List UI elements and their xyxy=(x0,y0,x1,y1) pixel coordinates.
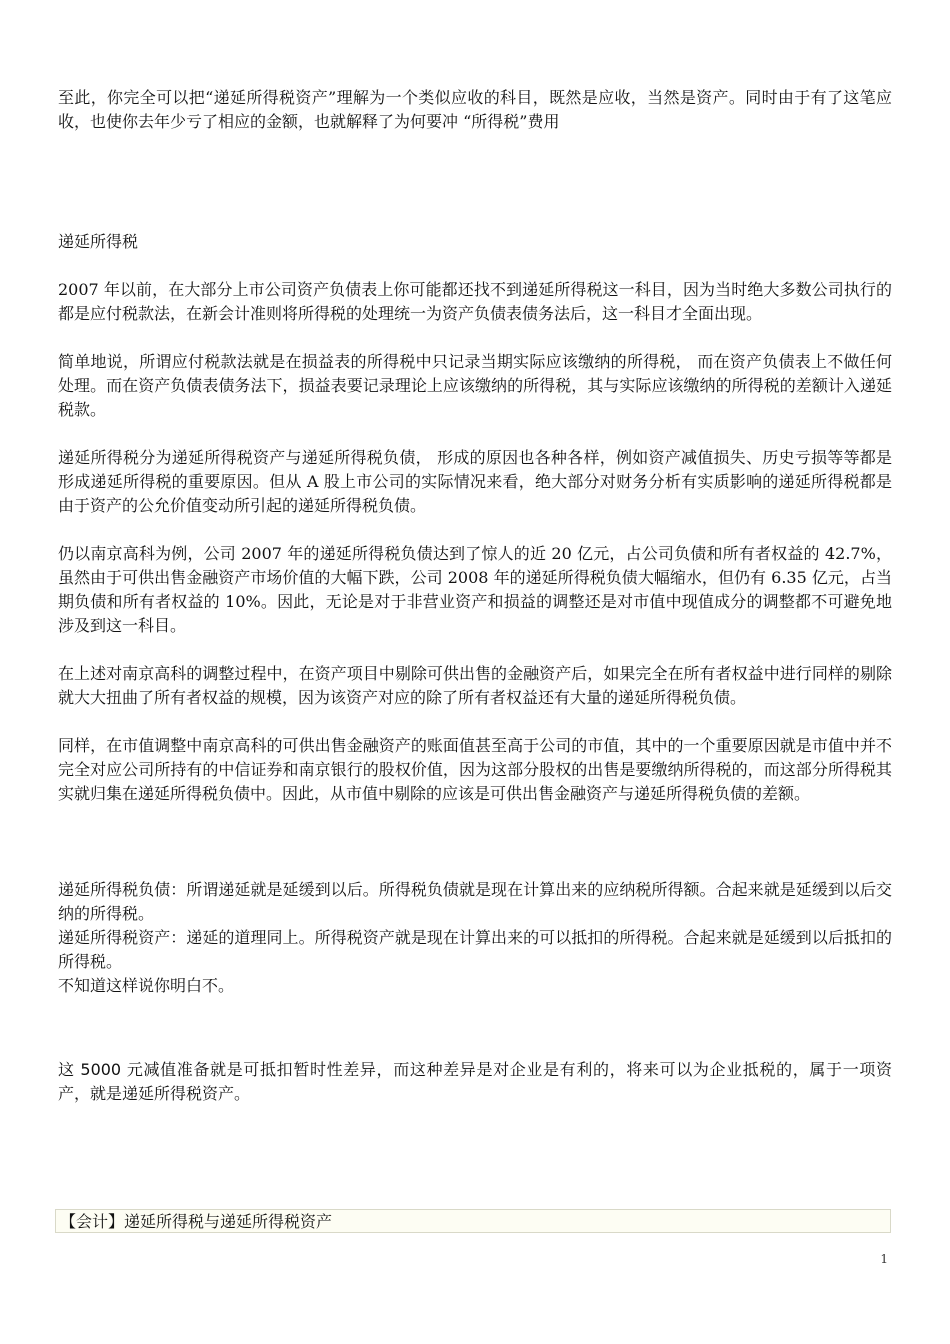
paragraph-asset-definition: 递延所得税资产：递延的道理同上。所得税资产就是现在计算出来的可以抵扣的所得税。合起来就是延缓到以后抵扣的所得税。 xyxy=(58,928,892,971)
paragraph-example: 仍以南京高科为例，公司 2007 年的递延所得税负债达到了惊人的近 20 亿元，占公司负债和所有者权益的 42.7%，虽然由于可供出售金融资产市场价值的大幅下跌，公司 2008 年的递延所得税负债大幅缩水，但仍有 6.35 亿元，占当期负债和所有者权益的 10%。因此，无论是对于非营业资产和损益的调整还是对市值中现值成分的调整都不可避免地涉及到这一科目。 xyxy=(58,544,892,635)
paragraph-history: 2007 年以前，在大部分上市公司资产负债表上你可能都还找不到递延所得税这一科目，因为当时绝大多数公司执行的都是应付税款法，在新会计准则将所得税的处理统一为资产负债表债务法后，这一科目才全面出现。 xyxy=(58,280,892,323)
paragraph-impairment xyxy=(58,1058,892,1106)
paragraph-intro: 至此，你完全可以把“递延所得税资产”理解为一个类似应收的科目，既然是应收，当然是资产。同时由于有了这笔应收，也使你去年少亏了相应的金额，也就解释了为何要冲 “所得税”费用 xyxy=(58,88,892,131)
paragraph-market-value: 同样，在市值调整中南京高科的可供出售金融资产的账面值甚至高于公司的市值，其中的一个重要原因就是市值中并不完全对应公司所持有的中信证券和南京银行的股权价值，因为这部分股权的出售是要缴纳所得税的，而这部分所得税其实就归集在递延所得税负债中。因此，从市值中剔除的应该是可供出售金融资产与递延所得税负债的差额。 xyxy=(58,736,892,803)
paragraph-method: 简单地说，所谓应付税款法就是在损益表的所得税中只记录当期实际应该缴纳的所得税， 而在资产负债表上不做任何处理。而在资产负债表债务法下，损益表要记录理论上应该缴纳的所得税，其与实际应该缴纳的所得税的差额计入递延税款。 xyxy=(58,352,892,419)
footer-title: 【会计】递延所得税与递延所得税资产 xyxy=(60,1212,333,1231)
footer-title-bar xyxy=(55,1209,891,1233)
impairment-amount: 5000 xyxy=(80,1060,122,1079)
paragraph-closing-question: 不知道这样说你明白不。 xyxy=(58,976,235,995)
paragraph-adjustment: 在上述对南京高科的调整过程中，在资产项目中剔除可供出售的金融资产后，如果完全在所有者权益中进行同样的剔除就大大扭曲了所有者权益的规模，因为该资产对应的除了所有者权益还有大量的递延所得税负债。 xyxy=(58,664,892,707)
impairment-suffix: 元减值准备就是可抵扣暂时性差异，而这种差异是对企业是有利的，将来可以为企业抵税的，属于一项资产，就是递延所得税资产。 xyxy=(58,1060,892,1103)
paragraph-types: 递延所得税分为递延所得税资产与递延所得税负债， 形成的原因也各种各样，例如资产减值损失、历史亏损等等都是形成递延所得税的重要原因。但从 A 股上市公司的实际情况来看，绝大部分对财务分析有实质影响的递延所得税都是由于资产的公允价值变动所引起的递延所得税负债。 xyxy=(58,448,892,515)
section-heading: 递延所得税 xyxy=(58,232,139,251)
paragraph-liability-definition: 递延所得税负债：所谓递延就是延缓到以后。所得税负债就是现在计算出来的应纳税所得额。合起来就是延缓到以后交纳的所得税。 xyxy=(58,880,892,923)
impairment-prefix: 这 xyxy=(58,1060,81,1079)
document-body xyxy=(58,86,892,1106)
page-number: 1 xyxy=(880,1252,888,1266)
